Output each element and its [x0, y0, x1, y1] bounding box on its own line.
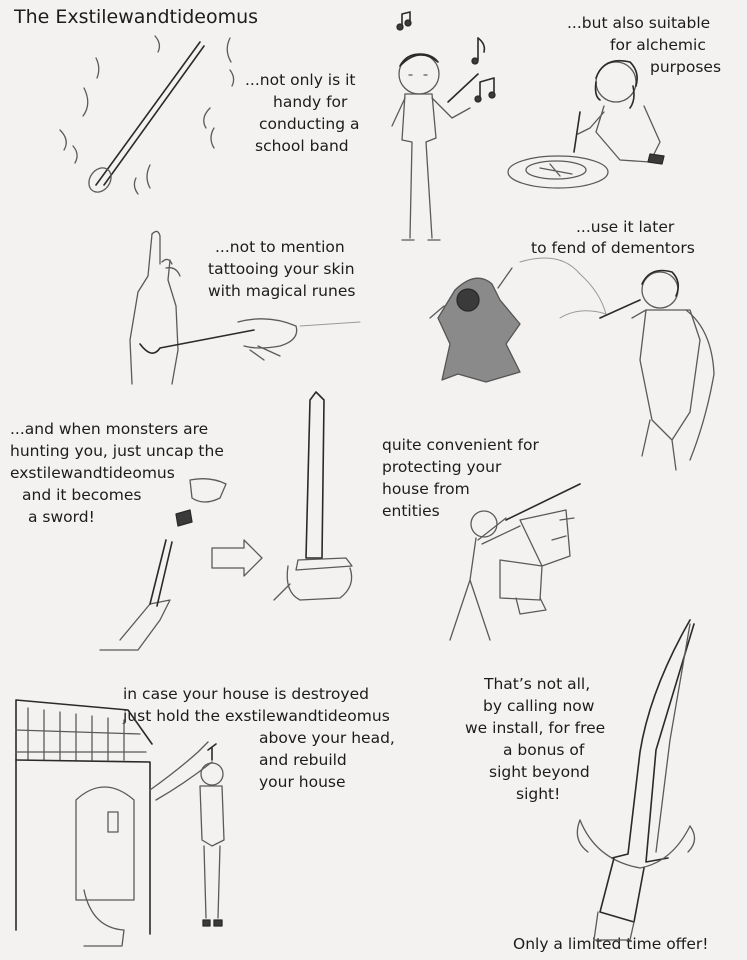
- caption-line: sight!: [516, 785, 561, 803]
- caption-line: entities: [382, 502, 440, 520]
- house-rebuild-sketch: [16, 700, 224, 946]
- caption-line: and it becomes: [22, 486, 142, 504]
- caption-line: with magical runes: [208, 282, 356, 300]
- caption-line: to fend of dementors: [531, 239, 695, 257]
- big-sword-sketch: [577, 620, 694, 940]
- caption-line: for alchemic: [610, 36, 706, 54]
- caption-line: That’s not all,: [484, 675, 591, 693]
- caption-line: your house: [259, 773, 346, 791]
- caption-line: ...use it later: [576, 218, 675, 236]
- caption-line: exstilewandtideomus: [10, 464, 175, 482]
- caption-line: a sword!: [28, 508, 95, 526]
- caption-line: quite convenient for: [382, 436, 539, 454]
- caption-line: protecting your: [382, 458, 502, 476]
- caption-line: sight beyond: [489, 763, 590, 781]
- caption-line: hunting you, just uncap the: [10, 442, 224, 460]
- caption-line: ...but also suitable: [567, 14, 711, 32]
- sword-transform-sketch: [100, 392, 352, 650]
- caption-line: ...and when monsters are: [10, 420, 209, 438]
- caption-line: house from: [382, 480, 470, 498]
- caption-line: we install, for free: [465, 719, 606, 737]
- caption-line: above your head,: [259, 729, 395, 747]
- caption-line: tattooing your skin: [208, 260, 355, 278]
- page-title: The Exstilewandtideomus: [14, 6, 259, 28]
- caption-line: and rebuild: [259, 751, 347, 769]
- caption-line: handy for: [273, 93, 348, 111]
- caption-line: purposes: [650, 58, 722, 76]
- caption-line: conducting a: [259, 115, 360, 133]
- caption-line: by calling now: [483, 697, 595, 715]
- caption-line: ...not only is it: [245, 71, 356, 89]
- glowing-wand-sketch: [60, 36, 234, 196]
- entity-fight-sketch: [450, 484, 580, 640]
- caption-line: just hold the exstilewandtideomus: [123, 707, 390, 725]
- limited-offer-text: Only a limited time offer!: [513, 935, 709, 953]
- conductor-sketch: [392, 12, 495, 240]
- alchemy-girl-sketch: [508, 61, 664, 188]
- caption-line: ...not to mention: [215, 238, 345, 256]
- caption-line: a bonus of: [503, 741, 585, 759]
- caption-line: in case your house is destroyed: [123, 685, 369, 703]
- caption-line: school band: [255, 137, 349, 155]
- tattoo-hand-sketch: [130, 231, 360, 384]
- dementor-scene-sketch: [430, 258, 714, 470]
